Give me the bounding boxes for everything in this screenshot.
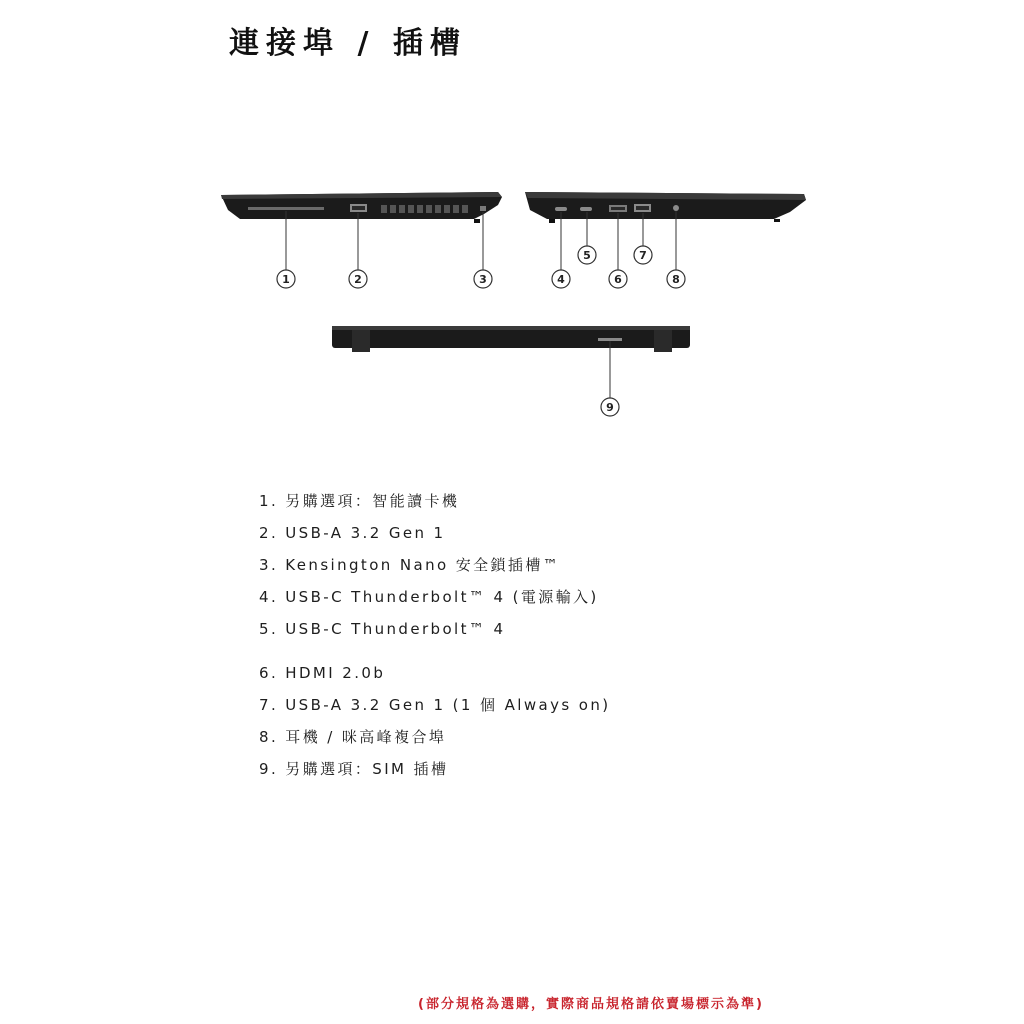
spec-disclaimer: (部分規格為選購，實際商品規格請依賣場標示為準) xyxy=(418,997,764,1012)
callout-8-label: 8 xyxy=(672,273,680,286)
port-label: USB-C Thunderbolt™ 4 xyxy=(285,620,506,638)
port-label: HDMI 2.0b xyxy=(285,664,386,682)
callout-6-label: 6 xyxy=(614,273,622,286)
port-item-6 xyxy=(259,661,610,693)
port-number: 6. xyxy=(259,664,279,682)
port-label: 另購選項：智能讀卡機 xyxy=(285,492,460,510)
right-side-view xyxy=(525,192,806,223)
port-number: 7. xyxy=(259,696,279,714)
port-item-1 xyxy=(259,489,610,521)
page-title: 連接埠 / 插槽 xyxy=(229,26,467,61)
port-number: 4. xyxy=(259,588,279,606)
callout-3-label: 3 xyxy=(479,273,487,286)
port-item-4 xyxy=(259,585,610,617)
port-number: 8. xyxy=(259,728,279,746)
callout-9-label: 9 xyxy=(606,401,614,414)
callout-2-label: 2 xyxy=(354,273,362,286)
port-label: 耳機 / 咪高峰複合埠 xyxy=(285,728,447,746)
ports-diagram xyxy=(0,0,1024,440)
port-item-8 xyxy=(259,725,610,757)
port-label: 另購選項：SIM 插槽 xyxy=(285,760,449,778)
port-number: 1. xyxy=(259,492,279,510)
port-number: 3. xyxy=(259,556,279,574)
port-item-7 xyxy=(259,693,610,725)
callout-4-label: 4 xyxy=(557,273,565,286)
callout-7-label: 7 xyxy=(639,249,647,262)
port-item-3 xyxy=(259,553,610,585)
port-item-5 xyxy=(259,617,610,649)
port-label: Kensington Nano 安全鎖插槽™ xyxy=(285,556,561,574)
callout-1-label: 1 xyxy=(282,273,290,286)
callout-5-label: 5 xyxy=(583,249,591,262)
port-label: USB-C Thunderbolt™ 4 (電源輸入) xyxy=(285,588,599,606)
port-item-9 xyxy=(259,757,610,789)
port-number: 5. xyxy=(259,620,279,638)
port-label: USB-A 3.2 Gen 1 xyxy=(285,524,446,542)
port-number: 9. xyxy=(259,760,279,778)
left-side-view xyxy=(221,192,502,223)
port-number: 2. xyxy=(259,524,279,542)
port-label: USB-A 3.2 Gen 1 (1 個 Always on) xyxy=(285,696,611,714)
port-item-2 xyxy=(259,521,610,553)
leader-lines xyxy=(286,211,676,398)
port-list xyxy=(259,489,610,789)
back-view xyxy=(332,326,690,352)
